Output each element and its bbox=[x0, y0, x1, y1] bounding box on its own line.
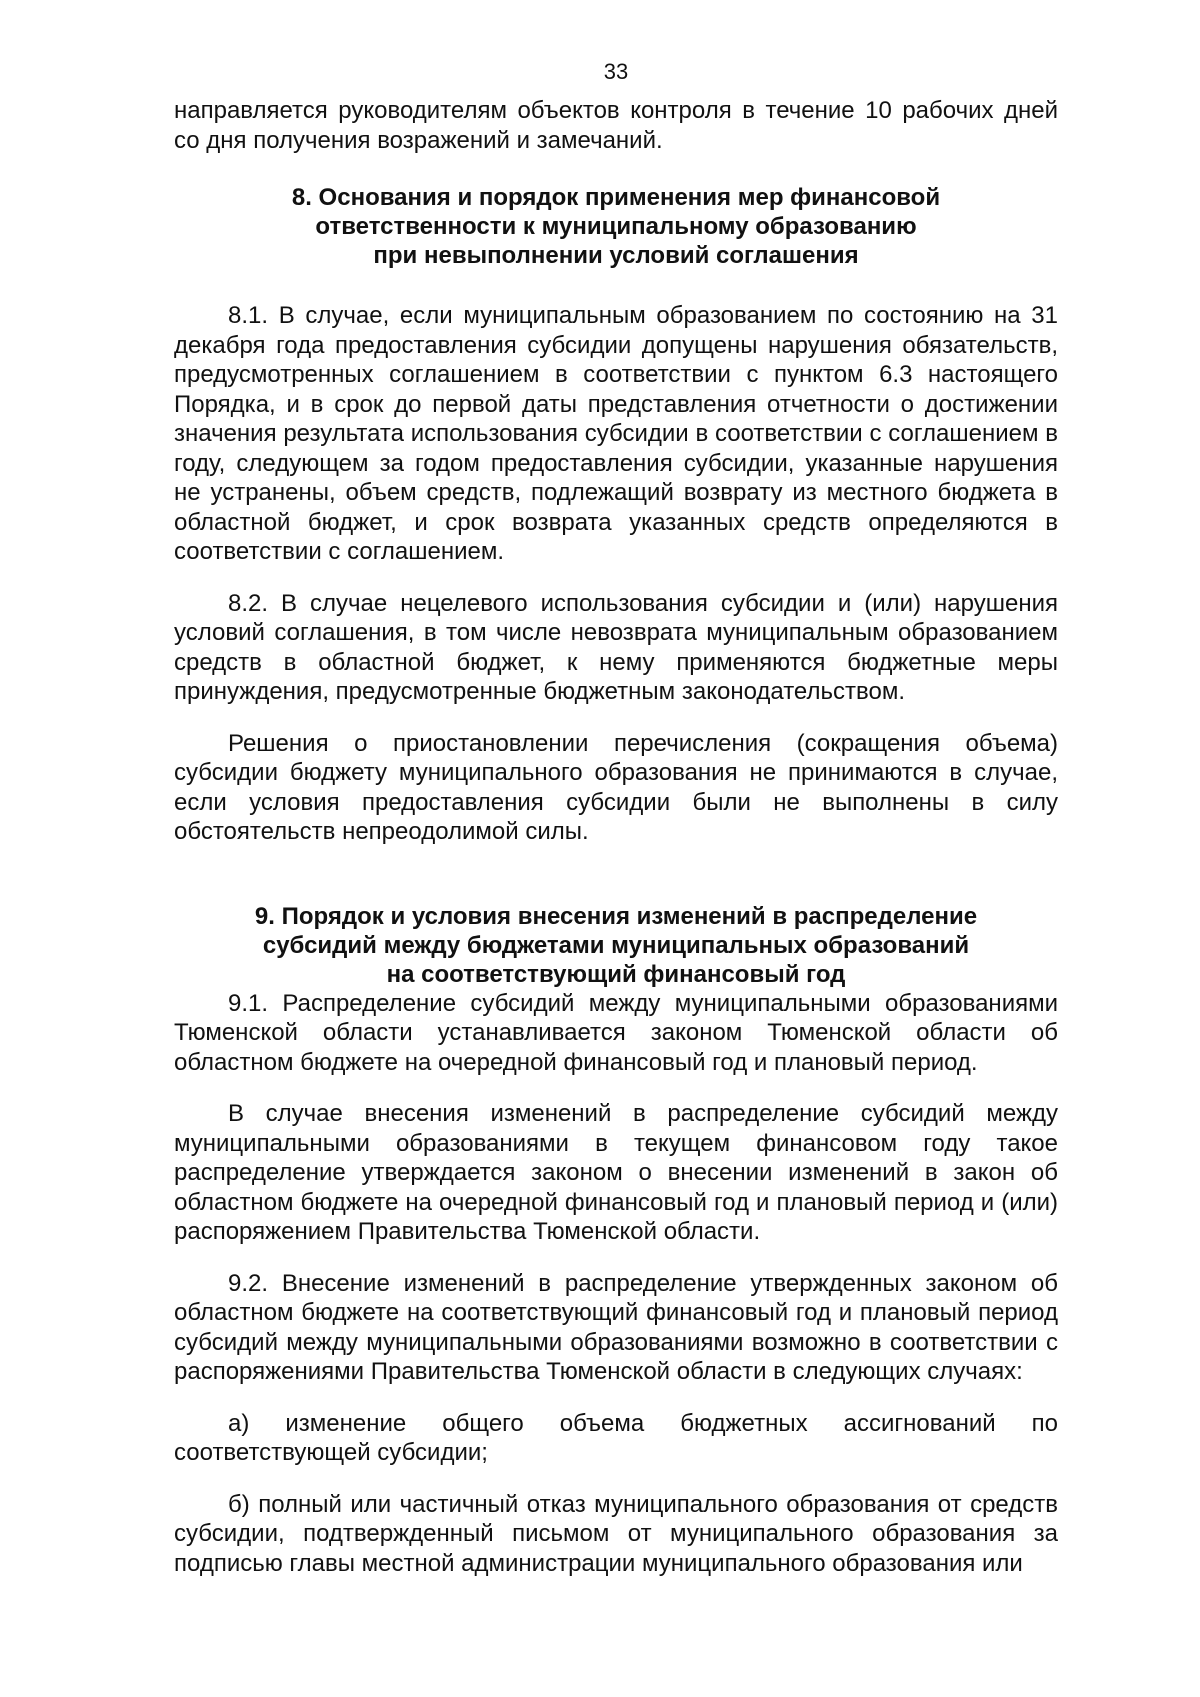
paragraph-8-1: 8.1. В случае, если муниципальным образованием по состоянию на 31 декабря года предоставления субсидии допущены нарушения обязательств, предусмотренных соглашением в соответствии с пунктом 6.3 настоящего Порядка, и в срок до первой даты представления отчетности о достижении значения результата использования субсидии в соответствии с соглашением в году, следующем за годом предоставления субсидии, указанные нарушения не устранены, объем средств, подлежащий возврату из местного бюджета в областной бюджет, и срок возврата указанных средств определяются в соответствии с соглашением. bbox=[174, 302, 1058, 565]
paragraph-9-1: 9.1. Распределение субсидий между муниципальными образованиями Тюменской области устанавливается законом Тюменской области об областном бюджете на очередной финансовый год и плановый период. bbox=[174, 989, 1058, 1076]
paragraph-9-2-b: б) полный или частичный отказ муниципального образования от средств субсидии, подтвержденный письмом от муниципального образования за подписью главы местной администрации муниципального образования или bbox=[174, 1490, 1058, 1577]
paragraph-9-2: 9.2. Внесение изменений в распределение утвержденных законом об областном бюджете на соответствующий финансовый год и плановый период субсидий между муниципальными образованиями возможно в соответствии с распоряжениями Правительства Тюменской области в следующих случаях: bbox=[174, 1269, 1058, 1385]
section-9-heading-line-3: на соответствующий финансовый год bbox=[386, 960, 846, 988]
paragraph-9-1-changes: В случае внесения изменений в распределение субсидий между муниципальными образованиями в текущем финансовом году такое распределение утверждается законом о внесении изменений в закон об областном бюджете на очередной финансовый год и плановый период и (или) распоряжением Правительства Тюменской области. bbox=[174, 1100, 1058, 1245]
paragraph-8-2-decisions: Решения о приостановлении перечисления (сокращения объема) субсидии бюджету муниципального образования не принимаются в случае, если условия предоставления субсидии были не выполнены в силу обстоятельств непреодолимой силы. bbox=[174, 729, 1058, 845]
continuation-paragraph: направляется руководителям объектов контроля в течение 10 рабочих дней со дня получения возражений и замечаний. bbox=[174, 97, 1058, 154]
section-9-heading-line-2: субсидий между бюджетами муниципальных образований bbox=[262, 931, 970, 959]
section-8-heading bbox=[174, 183, 1058, 270]
page-number: 33 bbox=[603, 59, 629, 84]
section-8-heading-line-3: при невыполнении условий соглашения bbox=[373, 242, 859, 269]
section-9-heading-line-1: 9. Порядок и условия внесения изменений в распределение bbox=[254, 902, 978, 930]
section-8-heading-line-1: 8. Основания и порядок применения мер финансовой bbox=[291, 184, 941, 211]
section-9-heading bbox=[174, 902, 1058, 989]
section-8-heading-line-2: ответственности к муниципальному образованию bbox=[315, 213, 917, 240]
paragraph-9-2-a: а) изменение общего объема бюджетных ассигнований по соответствующей субсидии; bbox=[174, 1409, 1058, 1466]
paragraph-8-2: 8.2. В случае нецелевого использования субсидии и (или) нарушения условий соглашения, в том числе невозврата муниципальным образованием средств в областной бюджет, к нему применяются бюджетные меры принуждения, предусмотренные бюджетным законодательством. bbox=[174, 589, 1058, 705]
